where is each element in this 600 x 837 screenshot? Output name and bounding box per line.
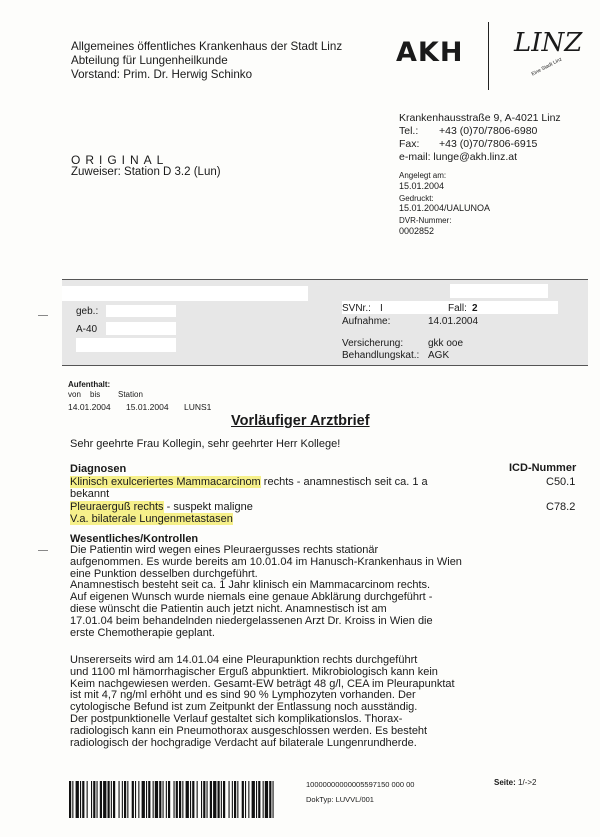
printed-value: 15.01.2004/UALUNOA <box>399 203 491 214</box>
paragraph-line: Unsererseits wird am 14.01.04 eine Pleurapunktion rechts durchgeführt <box>70 654 418 666</box>
paragraph-line: cytologische Befund ist zum Zeitpunkt der Entlassung noch ausständig. <box>70 701 418 714</box>
redaction-extra <box>450 284 548 298</box>
diagnosis-1-continued: bekannt <box>70 488 110 500</box>
treatment-value: AGK <box>428 350 450 361</box>
barcode-bar <box>138 781 139 818</box>
barcode-bar <box>256 781 257 818</box>
applied-label: Angelegt am: <box>399 171 447 180</box>
barcode-bar <box>176 781 178 818</box>
barcode-bar <box>273 781 274 818</box>
redaction-name <box>62 286 308 301</box>
barcode-bar <box>263 781 264 818</box>
postal-prefix: A-40 <box>76 324 98 335</box>
paragraph-line: Auf eigenen Wunsch wurde niemals eine genaue Abklärung durchgeführt - <box>70 591 433 604</box>
page-label: Seite: <box>494 778 516 787</box>
paragraph-line: und 1100 ml hämorrhagischer Erguß abpunktiert. Mikrobiologisch kann kein <box>70 665 438 678</box>
salutation: Sehr geehrte Frau Kollegin, sehr geehrter Herr Kollege! <box>70 438 341 450</box>
stay-column-labels <box>68 390 211 400</box>
barcode-bar <box>182 781 183 818</box>
document-type: DokTyp: LUVVL/001 <box>306 795 374 804</box>
barcode-bar <box>113 781 115 818</box>
paragraph-line: erste Chemotherapie geplant. <box>70 626 215 639</box>
dvr-label: DVR-Nummer: <box>399 216 452 226</box>
barcode-bar <box>80 781 81 818</box>
barcode-bar <box>213 781 216 818</box>
redaction-address <box>106 322 176 335</box>
department-head: Vorstand: Prim. Dr. Herwig Schinko <box>71 68 253 81</box>
barcode-bar <box>203 781 205 818</box>
barcode-bar <box>201 781 202 818</box>
barcode-bar <box>124 781 126 818</box>
redaction-city <box>76 338 176 352</box>
barcode-bar <box>218 781 220 818</box>
paragraph-line: Die Patientin wird wegen eines Pleuraergusses rechts stationär <box>70 544 379 556</box>
diagnosis-2 <box>70 501 253 513</box>
stay-station-label: Station <box>118 389 143 399</box>
barcode-bar <box>252 781 255 818</box>
diagnosis-3-highlight: V.a. bilaterale Lungenmetastasen <box>70 513 233 525</box>
icd-heading: ICD-Nummer <box>509 462 577 474</box>
barcode-bar <box>76 781 79 818</box>
barcode-bar <box>179 781 181 818</box>
stay-to-label: bis <box>90 389 101 399</box>
barcode-bar <box>127 781 128 818</box>
page-value: 1/->2 <box>518 778 537 787</box>
insurance-value: gkk ooe <box>428 338 464 349</box>
barcode-bar <box>87 781 88 818</box>
printed-label: Gedruckt: <box>399 193 434 203</box>
barcode-bar <box>190 781 191 818</box>
barcode-bar <box>269 781 271 818</box>
barcode-bar <box>265 781 268 818</box>
barcode-bar <box>91 781 92 818</box>
barcode-bar <box>234 781 236 818</box>
findings-heading: Wesentliches/Kontrollen <box>70 533 199 545</box>
barcode-bar <box>163 781 164 818</box>
paragraph-line: aufgenommen. Es wurde bereits am 10.01.04 im Hanusch-Krankenhaus in Wien <box>70 555 462 568</box>
address-street: Krankenhausstraße 9, A-4021 Linz <box>399 112 561 124</box>
barcode-bar <box>258 781 260 818</box>
barcode-bar <box>132 781 134 818</box>
admission-label: Aufnahme: <box>342 316 391 327</box>
barcode-bar <box>237 781 238 818</box>
treatment-label: Behandlungskat.: <box>342 350 420 361</box>
barcode-bar <box>148 781 150 818</box>
barcode-bar <box>153 781 154 818</box>
barcode-bar <box>155 781 158 818</box>
phone-row <box>399 125 561 138</box>
barcode-bar <box>159 781 161 818</box>
stay-from-label: von <box>68 389 81 399</box>
barcode-bar <box>242 781 244 818</box>
barcode-bar <box>166 781 167 818</box>
barcode-bar <box>111 781 112 818</box>
fax-number: +43 (0)70/7806-6915 <box>439 138 538 150</box>
born-label: geb.: <box>76 306 99 317</box>
stay-to: 15.01.2004 <box>126 402 169 413</box>
barcode-bar <box>82 781 84 818</box>
barcode-bar <box>72 781 73 818</box>
document-meta <box>399 171 490 239</box>
phone-number: +43 (0)70/7806-6980 <box>439 125 538 137</box>
paragraph-line: ist mit 4,7 ng/ml erhöht und es sind 90 % Lymphozyten vorhanden. Der <box>70 689 416 702</box>
paragraph-line: radiologisch der hochgradige Verdacht auf bilaterale Lungenrundherde. <box>70 736 417 749</box>
department-name: Abteilung für Lungenheilkunde <box>71 54 228 67</box>
hospital-header <box>71 40 342 82</box>
document-barcode <box>68 781 276 818</box>
diagnoses-heading: Diagnosen <box>70 463 127 475</box>
barcode-bar <box>210 781 212 818</box>
diagnosis-2-icd: C78.2 <box>546 501 576 513</box>
linz-logo: LINZ <box>514 28 583 58</box>
barcode-bar <box>142 781 145 818</box>
svnr-label: SVNr.: <box>342 303 371 314</box>
svnr-prefix: I <box>380 303 383 314</box>
fax-row <box>399 138 561 151</box>
diagnosis-2-rest: - suspekt maligne <box>163 501 253 513</box>
barcode-bar <box>100 781 102 818</box>
original-label: ORIGINAL <box>71 153 169 167</box>
case-value: 2 <box>472 303 478 314</box>
case-label: Fall: <box>448 303 467 314</box>
insurance-label: Versicherung: <box>342 338 404 349</box>
barcode-bar <box>108 781 110 818</box>
barcode-bar <box>232 781 233 818</box>
referrer-line: Zuweiser: Station D 3.2 (Lun) <box>71 166 221 178</box>
address-block <box>399 112 561 164</box>
page-indicator <box>494 778 537 787</box>
stay-info <box>68 380 211 412</box>
findings-paragraph-2 <box>70 655 590 749</box>
punch-mark-1 <box>38 315 48 316</box>
barcode-bar <box>93 781 95 818</box>
diagnosis-1-icd: C50.1 <box>546 476 576 488</box>
logo-divider <box>488 22 489 90</box>
barcode-bar <box>248 781 249 818</box>
applied-value: 15.01.2004 <box>399 180 445 191</box>
phone-label: Tel.: <box>399 125 419 137</box>
document-number: 10000000000005597150 000 00 <box>306 780 415 789</box>
barcode-bar <box>122 781 123 818</box>
barcode-bar <box>207 781 208 818</box>
patient-data-box <box>62 279 588 366</box>
letter-title: Vorläufiger Arztbrief <box>231 413 370 429</box>
stay-values <box>68 402 211 412</box>
akh-logo: AKH <box>396 37 464 68</box>
hospital-name: Allgemeines öffentliches Krankenhaus der Stadt Linz <box>71 40 343 53</box>
barcode-bar <box>168 781 170 818</box>
diagnosis-1 <box>70 476 428 488</box>
diagnosis-2-highlight: Pleuraerguß rechts <box>70 501 164 513</box>
redaction-birthdate <box>106 305 176 317</box>
paragraph-line: eine Punktion desselben durchgeführt. <box>70 567 258 580</box>
barcode-bar <box>221 781 222 818</box>
barcode-bar <box>119 781 120 818</box>
diagnosis-1-highlight: Klinisch exulceriertes Mammacarcinom <box>70 476 261 488</box>
email-address: e-mail: lunge@akh.linz.at <box>399 151 518 163</box>
paragraph-line: radiologisch kann ein Pneumothorax ausgeschlossen werden. Es besteht <box>70 724 428 737</box>
paragraph-line: 17.01.04 beim behandelnden niedergelassenen Arzt Dr. Kroiss in Wien die <box>70 614 433 627</box>
barcode-bar <box>192 781 194 818</box>
barcode-bar <box>146 781 147 818</box>
paragraph-line: Anamnestisch besteht seit ca. 1 Jahr klinisch ein Mammacarcinom rechts. <box>70 579 431 592</box>
findings-paragraph-1 <box>70 545 590 639</box>
barcode-bar <box>223 781 225 818</box>
redaction-case-extra <box>506 301 558 314</box>
diagnosis-1-rest: rechts - anamnestisch seit ca. 1 a <box>260 476 428 488</box>
diagnosis-3 <box>70 513 233 525</box>
stay-from: 14.01.2004 <box>68 402 111 413</box>
barcode-bar <box>97 781 98 818</box>
fax-label: Fax: <box>399 138 420 150</box>
barcode-bar <box>186 781 189 818</box>
barcode-bar <box>174 781 175 818</box>
barcode-bar <box>103 781 106 818</box>
barcode-bar <box>245 781 246 818</box>
linz-logo-subtitle: Eine Stadt Linz <box>530 56 564 78</box>
stay-station: LUNS1 <box>184 402 212 413</box>
paragraph-line: diese wünscht die Patientin auch jetzt nicht. Anamnestisch ist am <box>70 602 387 615</box>
paragraph-line: Keim nachgewiesen werden. Gesamt-EW beträgt 48 g/l, CEA im Pleurapunktat <box>70 677 455 690</box>
barcode-bar <box>135 781 136 818</box>
admission-value: 14.01.2004 <box>428 316 479 327</box>
paragraph-line: Der postpunktionelle Verlauf gestaltet sich komplikationslos. Thorax- <box>70 712 403 725</box>
punch-mark-2 <box>38 550 48 551</box>
barcode-bar <box>229 781 230 818</box>
dvr-value: 0002852 <box>399 225 435 236</box>
stay-label: Aufenthalt: <box>68 380 111 389</box>
barcode-bar <box>69 781 71 818</box>
barcode-bar <box>197 781 198 818</box>
